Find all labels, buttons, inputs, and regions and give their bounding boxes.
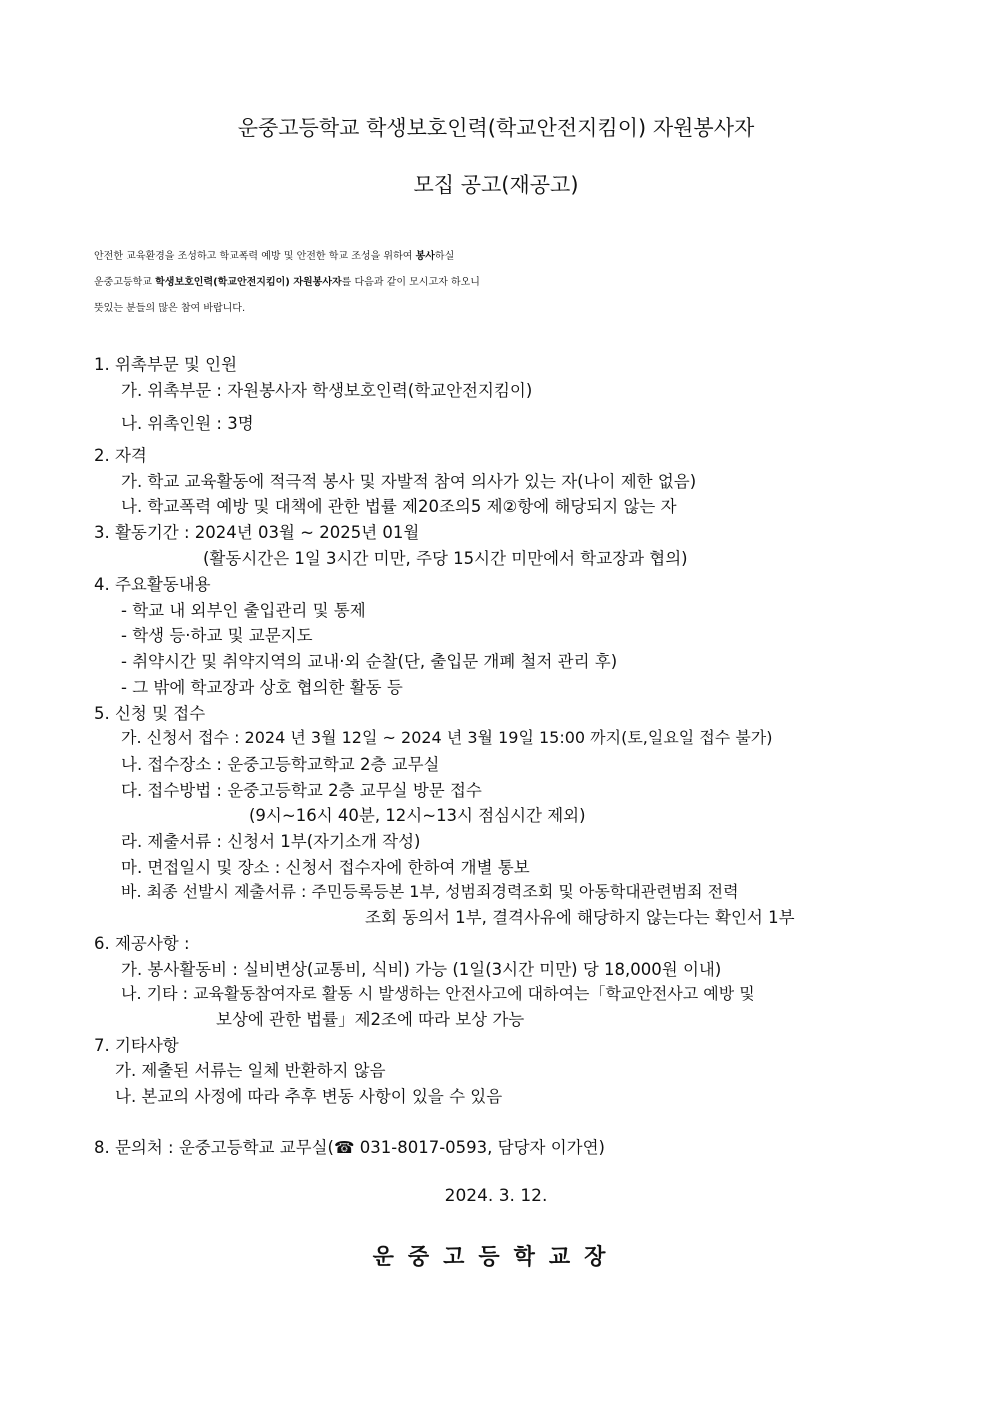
- section-4-item-3: - 취약시간 및 취약지역의 교내·외 순찰(단, 출입문 개폐 철저 관리 후): [121, 652, 618, 671]
- notice-date: 2024. 3. 12.: [444, 1186, 548, 1206]
- section-7-heading: 7. 기타사항: [94, 1036, 179, 1055]
- section-6-item-b: 나. 기타 : 교육활동참여자로 활동 시 발생하는 안전사고에 대하여는「학교안전사고 예방 및: [121, 984, 755, 1003]
- signature-principal: 운중고등학교장: [372, 1245, 620, 1270]
- section-8-contact: 8. 문의처 : 운중고등학교 교무실(☎ 031-8017-0593, 담당자 이가연): [94, 1138, 605, 1157]
- section-1-heading: 1. 위촉부문 및 인원: [94, 355, 238, 374]
- section-5-item-b: 나. 접수장소 : 운중고등학교학교 2층 교무실: [121, 755, 440, 774]
- page-subtitle: 모집 공고(재공고): [413, 173, 579, 197]
- page-title: 운중고등학교 학생보호인력(학교안전지킴이) 자원봉사자: [237, 116, 755, 140]
- section-4-item-1: - 학교 내 외부인 출입관리 및 통제: [121, 601, 366, 620]
- section-5-item-c: 다. 접수방법 : 운중고등학교 2층 교무실 방문 접수: [121, 781, 482, 800]
- section-6-item-b-cont: 보상에 관한 법률」제2조에 따라 보상 가능: [216, 1010, 525, 1029]
- section-7-item-b: 나. 본교의 사정에 따라 추후 변동 사항이 있을 수 있음: [115, 1087, 503, 1106]
- section-2-heading: 2. 자격: [94, 446, 147, 465]
- section-5-item-c-note: (9시~16시 40분, 12시~13시 점심시간 제외): [249, 806, 586, 825]
- section-5-item-d: 라. 제출서류 : 신청서 1부(자기소개 작성): [121, 832, 421, 851]
- section-4-item-4: - 그 밖에 학교장과 상호 협의한 활동 등: [121, 678, 403, 697]
- section-7-item-a: 가. 제출된 서류는 일체 반환하지 않음: [115, 1061, 386, 1080]
- section-5-item-e: 마. 면접일시 및 장소 : 신청서 접수자에 한하여 개별 통보: [121, 858, 530, 877]
- section-5-heading: 5. 신청 및 접수: [94, 704, 206, 723]
- section-5-item-f-cont: 조회 동의서 1부, 결격사유에 해당하지 않는다는 확인서 1부: [365, 908, 795, 927]
- section-4-heading: 4. 주요활동내용: [94, 575, 211, 594]
- section-1-item-a: 가. 위촉부문 : 자원봉사자 학생보호인력(학교안전지킴이): [121, 381, 533, 400]
- intro-line-1: 안전한 교육환경을 조성하고 학교폭력 예방 및 안전한 학교 조성을 위하여 봉사하실: [94, 251, 455, 262]
- intro-line-2: 운중고등학교 학생보호인력(학교안전지킴이) 자원봉사자를 다음과 같이 모시고자 하오니: [94, 277, 480, 288]
- section-4-item-2: - 학생 등·하교 및 교문지도: [121, 626, 313, 645]
- section-5-item-f: 바. 최종 선발시 제출서류 : 주민등록등본 1부, 성범죄경력조회 및 아동학대관련범죄 전력: [121, 882, 739, 901]
- section-1-item-b: 나. 위촉인원 : 3명: [121, 414, 254, 433]
- section-6-item-a: 가. 봉사활동비 : 실비변상(교통비, 식비) 가능 (1일(3시간 미만) 당 18,000원 이내): [121, 960, 722, 979]
- section-5-item-a: 가. 신청서 접수 : 2024 년 3월 12일 ~ 2024 년 3월 19일 15:00 까지(토,일요일 접수 불가): [121, 728, 773, 747]
- section-3-note: (활동시간은 1일 3시간 미만, 주당 15시간 미만에서 학교장과 협의): [203, 549, 688, 568]
- section-6-heading: 6. 제공사항 :: [94, 934, 190, 953]
- section-2-item-a: 가. 학교 교육활동에 적극적 봉사 및 자발적 참여 의사가 있는 자(나이 제한 없음): [121, 472, 697, 491]
- section-3-heading: 3. 활동기간 : 2024년 03월 ~ 2025년 01월: [94, 523, 420, 542]
- section-2-item-b: 나. 학교폭력 예방 및 대책에 관한 법률 제20조의5 제②항에 해당되지 않는 자: [121, 497, 677, 516]
- intro-line-3: 뜻있는 분들의 많은 참여 바랍니다.: [94, 303, 246, 314]
